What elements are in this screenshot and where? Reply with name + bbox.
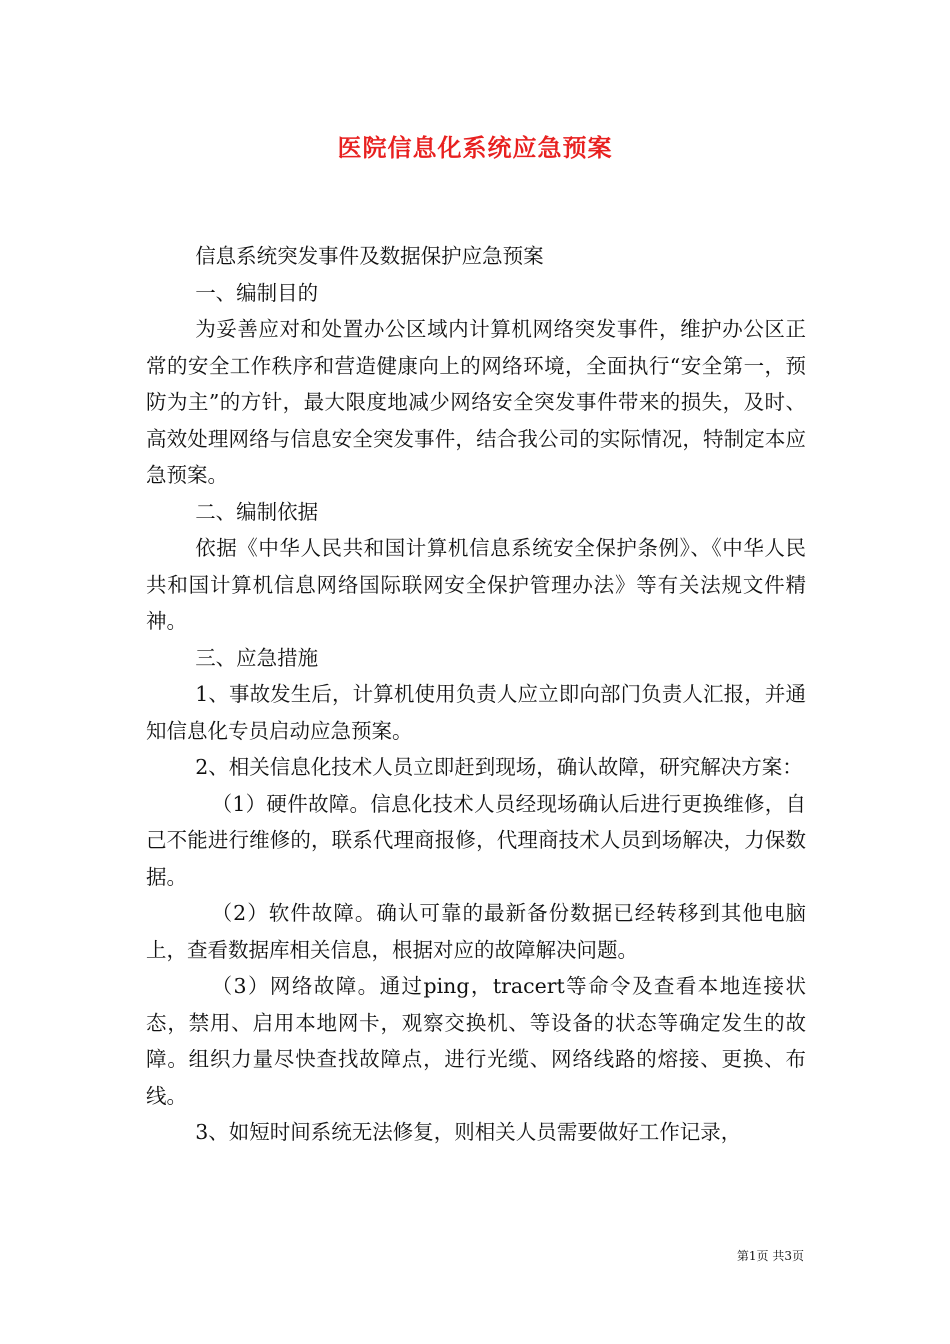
document-body (146, 238, 806, 1151)
document-subtitle: 信息系统突发事件及数据保护应急预案 (195, 244, 544, 268)
paragraph-measure-3: 3、如短时间系统无法修复，则相关人员需要做好工作记录， (195, 1120, 742, 1144)
section-heading-basis: 二、编制依据 (195, 499, 319, 524)
paragraph-measure-1: 1、事故发生后，计算机使用负责人应立即向部门负责人汇报，并通知信息化专员启动应急预案。 (146, 682, 806, 743)
paragraph-network-fault: （3）网络故障。通过ping，tracert等命令及查看本地连接状态，禁用、启用本地网卡，观察交换机、等设备的状态等确定发生的故障。组织力量尽快查找故障点，进行光缆、网络线路的熔接、更换、布线。 (146, 974, 806, 1108)
page-number: 第1页 共3页 (736, 1249, 804, 1263)
paragraph-purpose: 为妥善应对和处置办公区域内计算机网络突发事件，维护办公区正常的安全工作秩序和营造健康向上的网络环境，全面执行“安全第一，预防为主”的方针，最大限度地减少网络安全突发事件带来的损失，及时、高效处理网络与信息安全突发事件，结合我公司的实际情况，特制定本应急预案。 (146, 317, 806, 487)
paragraph-hardware-fault: （1）硬件故障。信息化技术人员经现场确认后进行更换维修，自己不能进行维修的，联系代理商报修，代理商技术人员到场解决，力保数据。 (146, 791, 806, 889)
paragraph-software-fault: （2）软件故障。确认可靠的最新备份数据已经转移到其他电脑上，查看数据库相关信息，根据对应的故障解决问题。 (146, 901, 806, 962)
paragraph-measure-2: 2、相关信息化技术人员立即赶到现场，确认故障，研究解决方案： (195, 755, 803, 779)
page-title: 医院信息化系统应急预案 (337, 133, 613, 162)
section-heading-measures: 三、应急措施 (195, 645, 319, 670)
paragraph-basis: 依据《中华人民共和国计算机信息系统安全保护条例》、《中华人民共和国计算机信息网络国际联网安全保护管理办法》等有关法规文件精神。 (146, 536, 806, 633)
section-heading-purpose: 一、编制目的 (195, 280, 319, 305)
